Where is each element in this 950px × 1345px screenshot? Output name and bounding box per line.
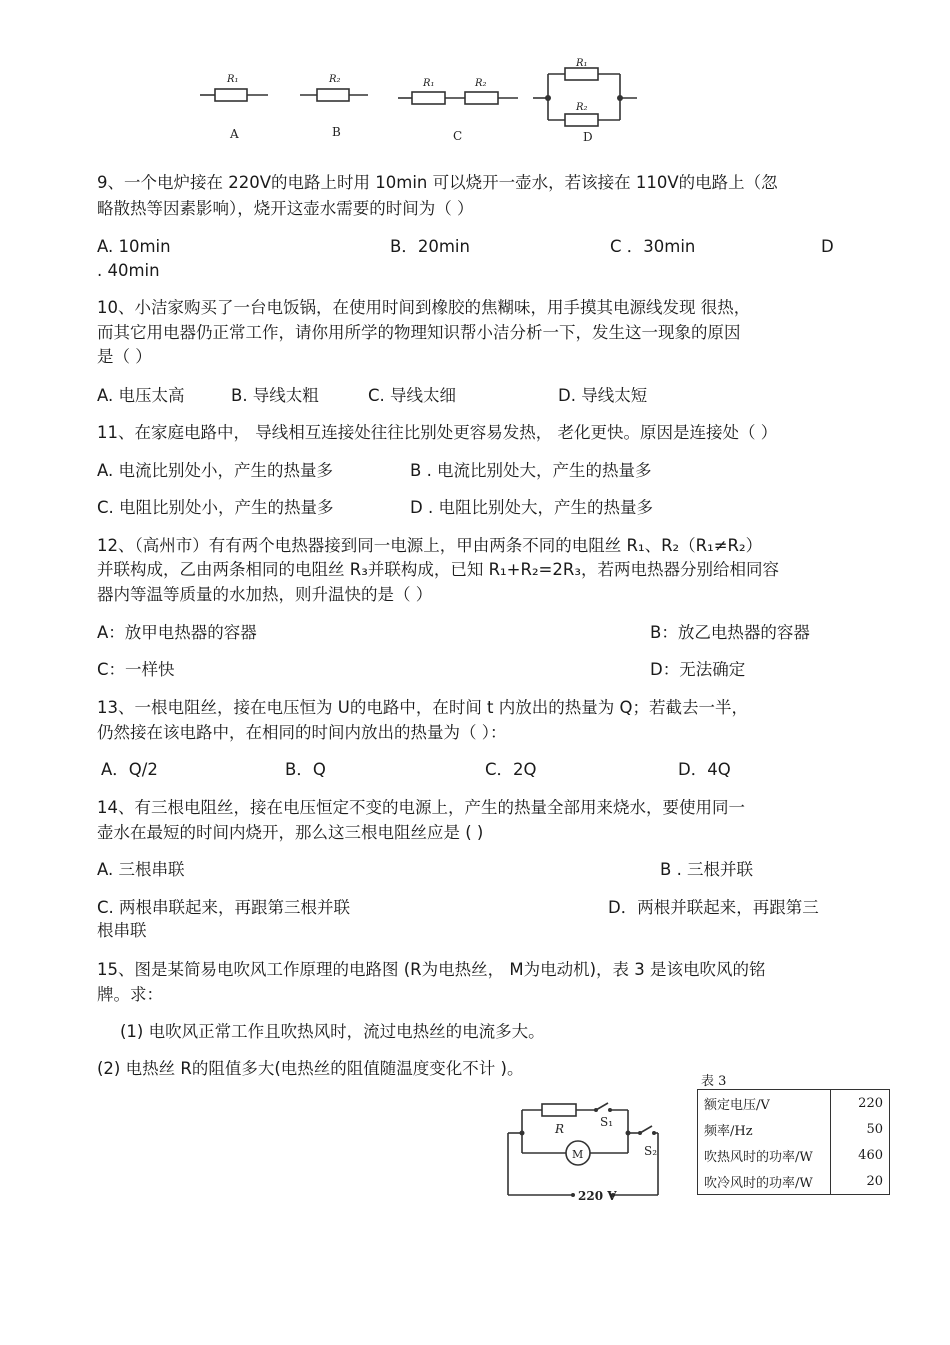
- fig-label-c-r1: R₁: [423, 78, 435, 89]
- q14-stem-line2: 壶水在最短的时间内烧开，那么这三根电阻丝应是 ( ): [97, 823, 484, 842]
- q14-stem-line1: 14、有三根电阻丝，接在电压恒定不变的电源上，产生的热量全部用来烧水，要使用同一: [97, 798, 745, 817]
- fig-label-a-r1: R₁: [227, 74, 239, 85]
- q15-stem-line2: 牌。求：: [97, 985, 163, 1004]
- q10-option-b: B. 导线太粗: [231, 386, 319, 405]
- q12-option-b: B：放乙电热器的容器: [650, 623, 810, 642]
- table-cell: 吹热风时的功率/W: [698, 1142, 831, 1168]
- q10-option-c: C. 导线太细: [368, 386, 457, 405]
- fig-label-d-r2: R₂: [576, 102, 588, 113]
- table3-caption: 表 3: [701, 1074, 727, 1089]
- circuit-label-s2: S₂: [644, 1144, 658, 1158]
- q13-stem-line1: 13、一根电阻丝，接在电压恒为 U的电路中，在时间 t 内放出的热量为 Q；若截去一半，: [97, 698, 749, 717]
- circuit-label-motor: M: [572, 1148, 584, 1161]
- q9-option-d-letter: D: [821, 237, 834, 256]
- q10-option-d: D. 导线太短: [558, 386, 648, 405]
- table-cell: 吹冷风时的功率/W: [698, 1168, 831, 1195]
- fig-option-b: B: [332, 125, 341, 139]
- q10-stem-line2: 而其它用电器仍正常工作，请你用所学的物理知识帮小洁分析一下，发生这一现象的原因: [97, 323, 741, 342]
- fig-option-a: A: [230, 127, 239, 141]
- q10-stem-line3: 是（ ）: [97, 347, 152, 366]
- q15-sub-question-2: (2) 电热丝 R的阻值多大(电热丝的阻值随温度变化不计 )。: [97, 1059, 524, 1078]
- table-row: [698, 1090, 890, 1117]
- q9-stem-line2: 略散热等因素影响），烧开这壶水需要的时间为（ ）: [97, 199, 474, 218]
- fig-label-c-r2: R₂: [475, 78, 487, 89]
- q11-stem: 11、在家庭电路中， 导线相互连接处往往比别处更容易发热， 老化更快。原因是连接处（ ）: [97, 423, 778, 442]
- q14-option-b: B . 三根并联: [660, 860, 754, 879]
- table-cell: 460: [831, 1142, 890, 1168]
- fig-option-c: C: [453, 129, 463, 143]
- resistor-options-figure: [195, 58, 645, 148]
- circuit-label-s1: S₁: [600, 1115, 614, 1129]
- q14-option-c: C. 两根串联起来，再跟第三根并联: [97, 898, 351, 917]
- q12-stem-line3: 器内等温等质量的水加热，则升温快的是（ ）: [97, 585, 433, 604]
- q9-stem-line1: 9、一个电炉接在 220V的电路上时用 10min 可以烧开一壶水，若该接在 110V的电路上（忽: [97, 173, 778, 192]
- q12-stem-line1: 12、（高州市）有有两个电热器接到同一电源上，甲由两条不同的电阻丝 R₁、R₂（R₁≠R₂）: [97, 536, 763, 555]
- q14-option-d: D．两根并联起来，再跟第三: [608, 898, 819, 917]
- q9-option-a: A. 10min: [97, 237, 171, 256]
- table-cell: 50: [831, 1116, 890, 1142]
- q13-stem-line2: 仍然接在该电路中，在相同的时间内放出的热量为（ ）：: [97, 723, 507, 742]
- table-cell: 额定电压/V: [698, 1090, 831, 1117]
- table-row: [698, 1142, 890, 1168]
- q13-option-d: D．4Q: [678, 760, 731, 779]
- q12-option-a: A：放甲电热器的容器: [97, 623, 257, 642]
- hair-dryer-circuit-diagram: [500, 1095, 670, 1210]
- q10-option-a: A. 电压太高: [97, 386, 185, 405]
- q11-option-c: C. 电阻比别处小，产生的热量多: [97, 498, 334, 517]
- q14-option-d-cont: 根串联: [97, 921, 147, 940]
- q13-option-a: A．Q/2: [101, 760, 158, 779]
- circuit-label-r: R: [555, 1122, 565, 1136]
- q13-option-b: B．Q: [285, 760, 326, 779]
- table-row: [698, 1116, 890, 1142]
- q12-option-d: D：无法确定: [650, 660, 746, 679]
- table3: [697, 1089, 890, 1195]
- q9-option-d-value: . 40min: [97, 261, 160, 280]
- q15-sub-question-1: (1) 电吹风正常工作且吹热风时，流过电热丝的电流多大。: [120, 1022, 545, 1041]
- q11-option-a: A. 电流比别处小，产生的热量多: [97, 461, 333, 480]
- q13-option-c: C．2Q: [485, 760, 537, 779]
- q12-option-c: C：一样快: [97, 660, 175, 679]
- table-cell: 20: [831, 1168, 890, 1195]
- fig-option-d: D: [583, 130, 593, 144]
- q11-option-b: B . 电流比别处大，产生的热量多: [410, 461, 652, 480]
- q11-option-d: D . 电阻比别处大，产生的热量多: [410, 498, 653, 517]
- q9-option-b: B．20min: [390, 237, 470, 256]
- q10-stem-line1: 10、小洁家购买了一台电饭锅，在使用时间到橡胶的焦糊味，用手摸其电源线发现 很热，: [97, 298, 751, 317]
- q14-option-a: A. 三根串联: [97, 860, 185, 879]
- circuit-label-voltage: 220 V: [578, 1189, 617, 1203]
- fig-label-b-r2: R₂: [329, 74, 341, 85]
- fig-label-d-r1: R₁: [576, 58, 588, 69]
- table-cell: 220: [831, 1090, 890, 1117]
- table-row: [698, 1168, 890, 1195]
- q12-stem-line2: 并联构成，乙由两条相同的电阻丝 R₃并联构成，已知 R₁+R₂=2R₃，若两电热器分别给相同容: [97, 560, 779, 579]
- q9-option-c: C ．30min: [610, 237, 696, 256]
- table-cell: 频率/Hz: [698, 1116, 831, 1142]
- q15-stem-line1: 15、图是某简易电吹风工作原理的电路图 (R为电热丝， M为电动机)，表 3 是该电吹风的铭: [97, 960, 766, 979]
